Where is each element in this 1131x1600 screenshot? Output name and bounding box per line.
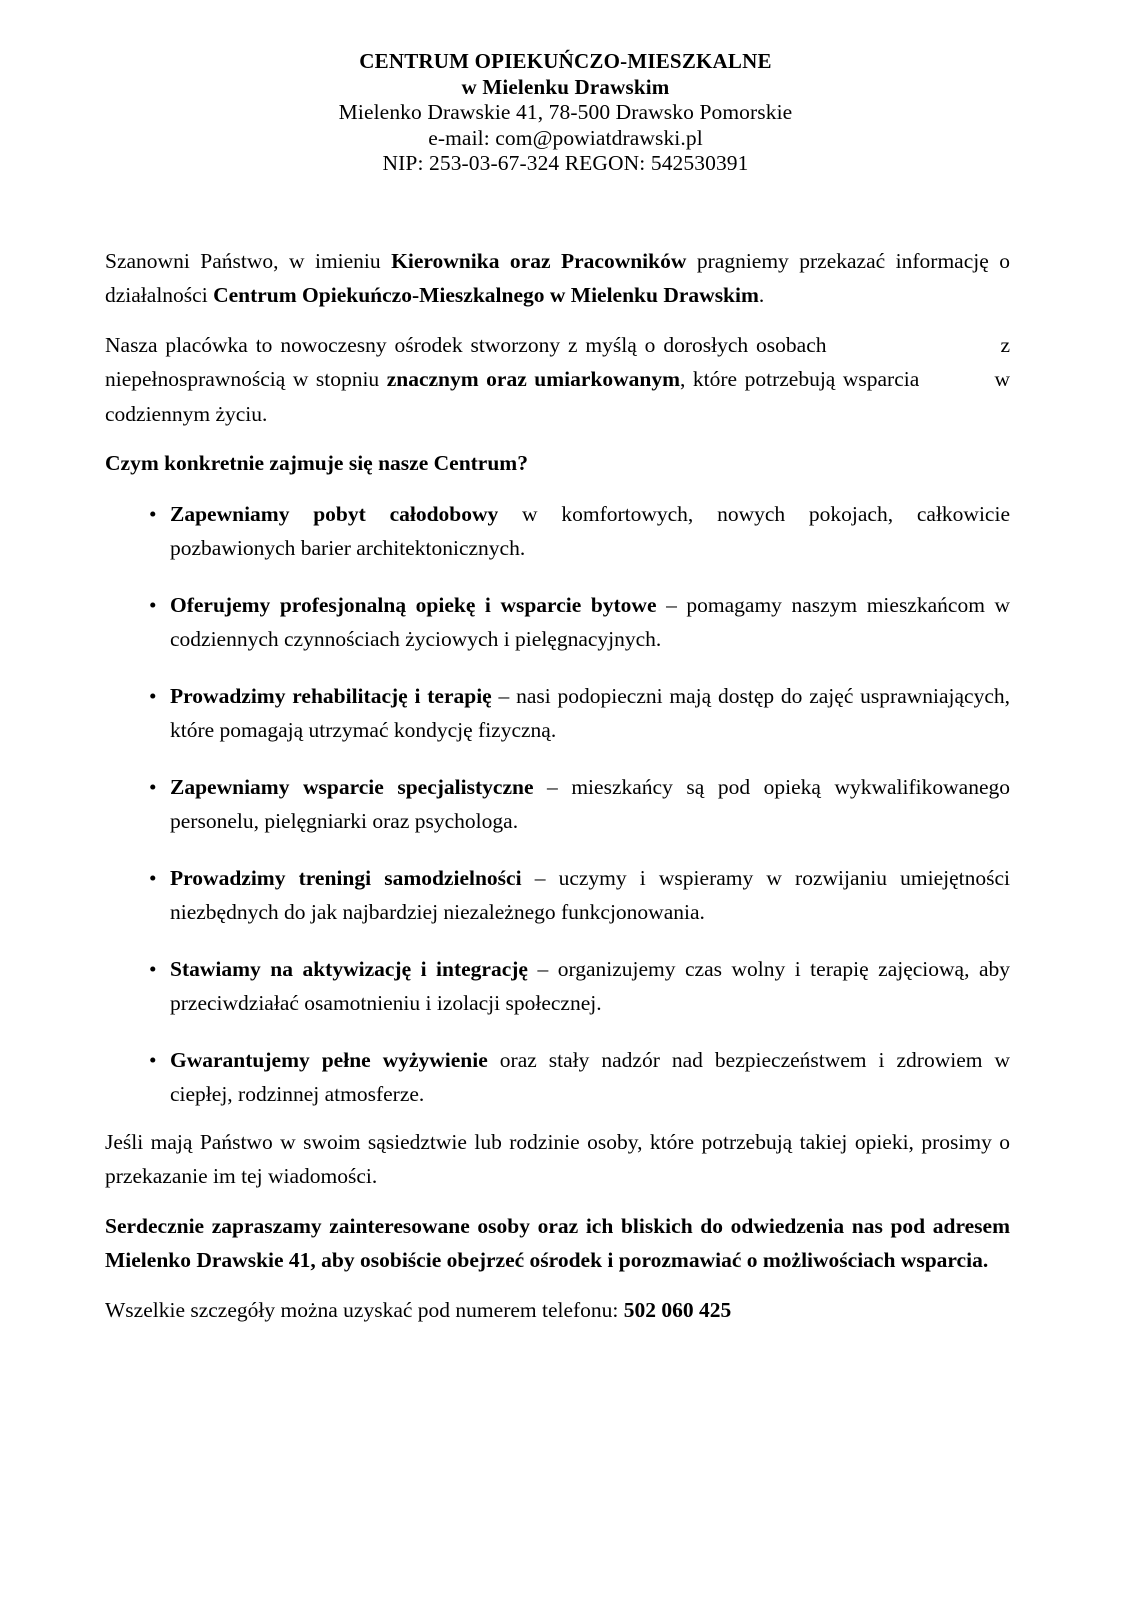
intro-p1-bold-1: Kierownika oraz Pracowników — [391, 248, 687, 273]
bullet-lead-bold: Stawiamy na aktywizację i integrację — [170, 956, 528, 981]
list-item — [105, 679, 1010, 748]
list-item — [105, 588, 1010, 657]
letter-body — [0, 244, 1131, 1328]
intro-paragraph-1 — [105, 244, 1010, 313]
list-item — [105, 952, 1010, 1021]
intro-p2-part-d: codziennym życiu. — [105, 401, 268, 426]
list-item — [105, 497, 1010, 566]
closing-paragraph-1: Jeśli mają Państwo w swoim sąsiedztwie lub rodzinie osoby, które potrzebują takiej opieki, prosimy o przekazanie im tej wiadomości. — [105, 1129, 1010, 1188]
intro-paragraph-2 — [105, 328, 1010, 432]
intro-p1-bold-2: Centrum Opiekuńczo-Mieszkalnego w Mielenku Drawskim — [213, 283, 759, 307]
organization-address: Mielenko Drawskie 41, 78-500 Drawsko Pomorskie — [338, 100, 793, 124]
bullet-lead-bold: Prowadzimy rehabilitację i terapię — [170, 683, 492, 708]
closing-paragraph-invitation: Serdecznie zapraszamy zainteresowane osoby oraz ich bliskich do odwiedzenia nas pod adresem Mielenko Drawskie 41, aby osobiście obejrzeć ośrodek i porozmawiać o możliwościach wsparcia. — [105, 1213, 1010, 1272]
organization-email: e-mail: com@powiatdrawski.pl — [428, 125, 703, 150]
bullet-lead-bold: Prowadzimy treningi samodzielności — [170, 865, 522, 890]
list-item — [105, 861, 1010, 930]
organization-name-line1: CENTRUM OPIEKUŃCZO-MIESZKALNE — [359, 49, 772, 73]
list-item — [105, 1043, 1010, 1112]
letterhead — [0, 0, 1131, 177]
intro-p2-part-b: niepełnosprawnością w stopniu — [105, 367, 387, 391]
bullet-lead-bold: Gwarantujemy pełne wyżywienie — [170, 1047, 488, 1072]
bullet-point-icon: • — [149, 1047, 157, 1072]
bullet-lead-bold: Zapewniamy wsparcie specjalistyczne — [170, 774, 534, 799]
bullet-point-icon: • — [149, 501, 157, 526]
intro-p2-tail-1: z — [1000, 332, 1010, 357]
bullet-rest-text: – organizujemy czas wolny i terapię zajęciową, aby przeciwdziałać osamotnieniu i izolacji społecznej. — [170, 956, 1010, 1015]
bullet-rest-text: – mieszkańcy są pod opieką wykwalifikowanego personelu, pielęgniarki oraz psychologa. — [170, 774, 1010, 833]
intro-p2-bold: znacznym oraz umiarkowanym — [386, 367, 681, 391]
contact-phone-number: 502 060 425 — [623, 1297, 732, 1322]
contact-lead-text: Wszelkie szczegóły można uzyskać pod numerem telefonu: — [105, 1297, 624, 1322]
intro-p2-tail-2: w — [994, 367, 1010, 391]
services-bullet-list — [105, 497, 1010, 1112]
section-heading-question: Czym konkretnie zajmuje się nasze Centrum? — [105, 451, 528, 475]
organization-name-line2: w Mielenku Drawskim — [461, 74, 670, 99]
bullet-rest-text: – pomagamy naszym mieszkańcom w codziennych czynnościach życiowych i pielęgnacyjnych. — [170, 592, 1010, 651]
bullet-rest-text: w komfortowych, nowych pokojach, całkowicie pozbawionych barier architektonicznych. — [170, 501, 1010, 560]
intro-p1-part-c: pragniemy przekazać informację o działalności — [105, 248, 1010, 307]
intro-p1-part-a: Szanowni Państwo, w imieniu — [105, 248, 392, 273]
bullet-rest-text: – nasi podopieczni mają dostęp do zajęć usprawniających, które pomagają utrzymać kondycję fizyczną. — [170, 683, 1010, 742]
closing-paragraph-contact — [105, 1293, 1010, 1328]
bullet-point-icon: • — [149, 592, 157, 617]
bullet-point-icon: • — [149, 683, 157, 708]
bullet-lead-bold: Oferujemy profesjonalną opiekę i wsparcie bytowe — [170, 592, 657, 617]
intro-p2-part-c: , które potrzebują wsparcia — [680, 367, 920, 391]
bullet-point-icon: • — [149, 956, 157, 981]
bullet-point-icon: • — [149, 865, 157, 890]
bullet-rest-text: oraz stały nadzór nad bezpieczeństwem i zdrowiem w ciepłej, rodzinnej atmosferze. — [170, 1047, 1010, 1106]
intro-p1-part-d: . — [758, 283, 765, 307]
bullet-lead-bold: Zapewniamy pobyt całodobowy — [170, 501, 499, 526]
list-item — [105, 770, 1010, 839]
intro-p2-part-a: Nasza placówka to nowoczesny ośrodek stworzony z myślą o dorosłych osobach — [105, 332, 827, 357]
bullet-rest-text: – uczymy i wspieramy w rozwijaniu umiejętności niezbędnych do jak najbardziej niezależnego funkcjonowania. — [170, 865, 1010, 924]
organization-tax-ids: NIP: 253-03-67-324 REGON: 542530391 — [382, 151, 749, 175]
bullet-point-icon: • — [149, 774, 157, 799]
